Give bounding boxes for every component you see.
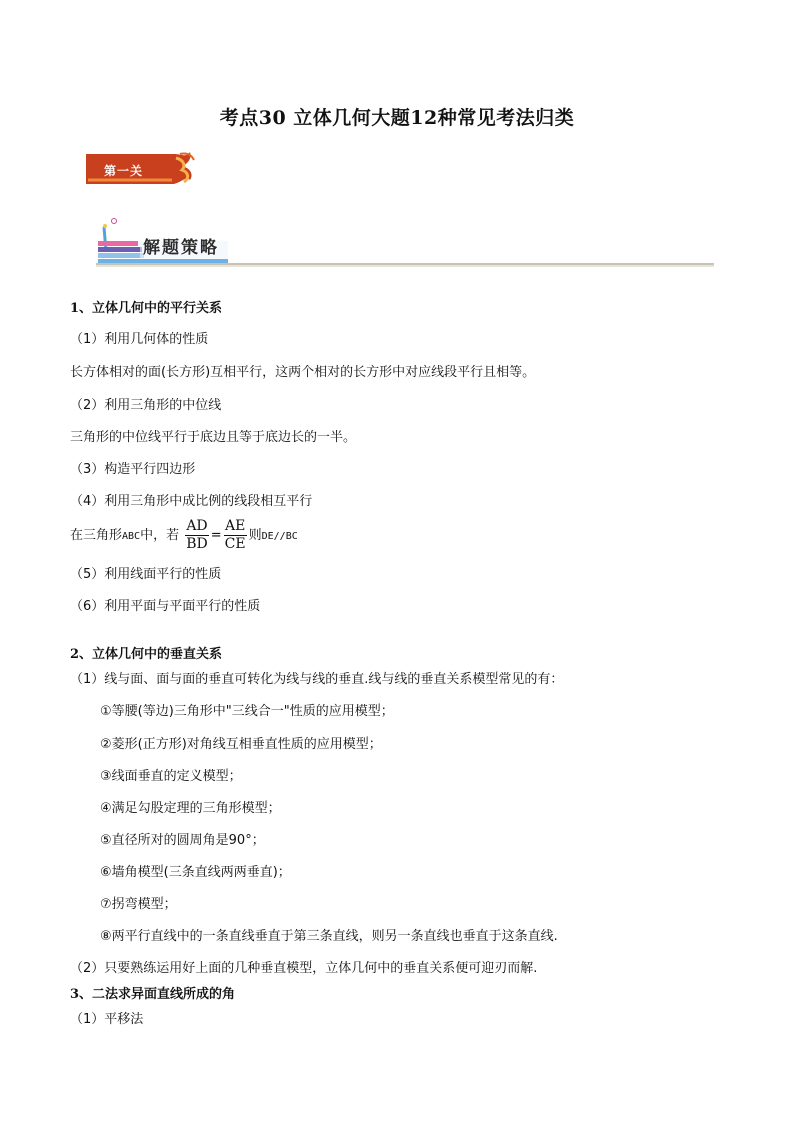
list-item: ⑥墙角模型(三条直线两两垂直)； (100, 865, 291, 880)
triangle-name: ABC (122, 531, 141, 542)
paragraph: （3）构造平行四边形 (70, 462, 196, 477)
paragraph: （1）线与面、面与面的垂直可转化为线与线的垂直.线与线的垂直关系模型常见的有： (70, 672, 564, 687)
equals-sign: = (210, 528, 222, 543)
paragraph: 长方体相对的面(长方形)互相平行，这两个相对的长方形中对应线段平行且相等。 (70, 365, 536, 380)
list-item: ③线面垂直的定义模型； (100, 769, 242, 784)
text: 则 (248, 528, 262, 543)
paragraph: （1）利用几何体的性质 (70, 332, 209, 347)
text: 在三角形 (70, 528, 123, 543)
section-divider (96, 263, 714, 267)
section-heading: 1、立体几何中的平行关系 (70, 301, 223, 316)
level-banner-label: 第一关 (104, 164, 144, 178)
paragraph: （2）利用三角形的中位线 (70, 398, 222, 413)
denominator: BD (186, 536, 208, 552)
list-item: ⑦拐弯模型； (100, 897, 177, 912)
strategy-heading: 解题策略 (143, 238, 219, 258)
numerator: AD (186, 518, 208, 534)
list-item: ④满足勾股定理的三角形模型； (100, 801, 281, 816)
list-item: ⑧两平行直线中的一条直线垂直于第三条直线，则另一条直线也垂直于这条直线. (100, 929, 558, 944)
fraction-ae-ce (224, 518, 247, 553)
paragraph: （4）利用三角形中成比例的线段相互平行 (70, 494, 313, 509)
page-title: 考点30 立体几何大题12种常见考法归类 (219, 107, 575, 129)
paragraph: 三角形的中位线平行于底边且等于底边长的一半。 (70, 430, 357, 445)
text: 中，若 (140, 528, 180, 543)
parallel-result: DE//BC (261, 531, 298, 542)
section-heading: 2、立体几何中的垂直关系 (70, 647, 223, 662)
denominator: CE (224, 536, 246, 552)
paragraph: （2）只要熟练运用好上面的几种垂直模型，立体几何中的垂直关系便可迎刃而解. (70, 961, 538, 976)
fraction-ad-bd (185, 518, 209, 553)
paragraph: （6）利用平面与平面平行的性质 (70, 599, 261, 614)
ratio-statement (70, 516, 298, 557)
paragraph: （5）利用线面平行的性质 (70, 567, 222, 582)
section-heading: 3、二法求异面直线所成的角 (70, 987, 236, 1002)
numerator: AE (224, 518, 246, 534)
list-item: ②菱形(正方形)对角线互相垂直性质的应用模型； (100, 737, 382, 752)
paragraph: （1）平移法 (70, 1012, 144, 1027)
list-item: ①等腰(等边)三角形中"三线合一"性质的应用模型； (100, 704, 394, 719)
list-item: ⑤直径所对的圆周角是90°； (100, 833, 265, 848)
